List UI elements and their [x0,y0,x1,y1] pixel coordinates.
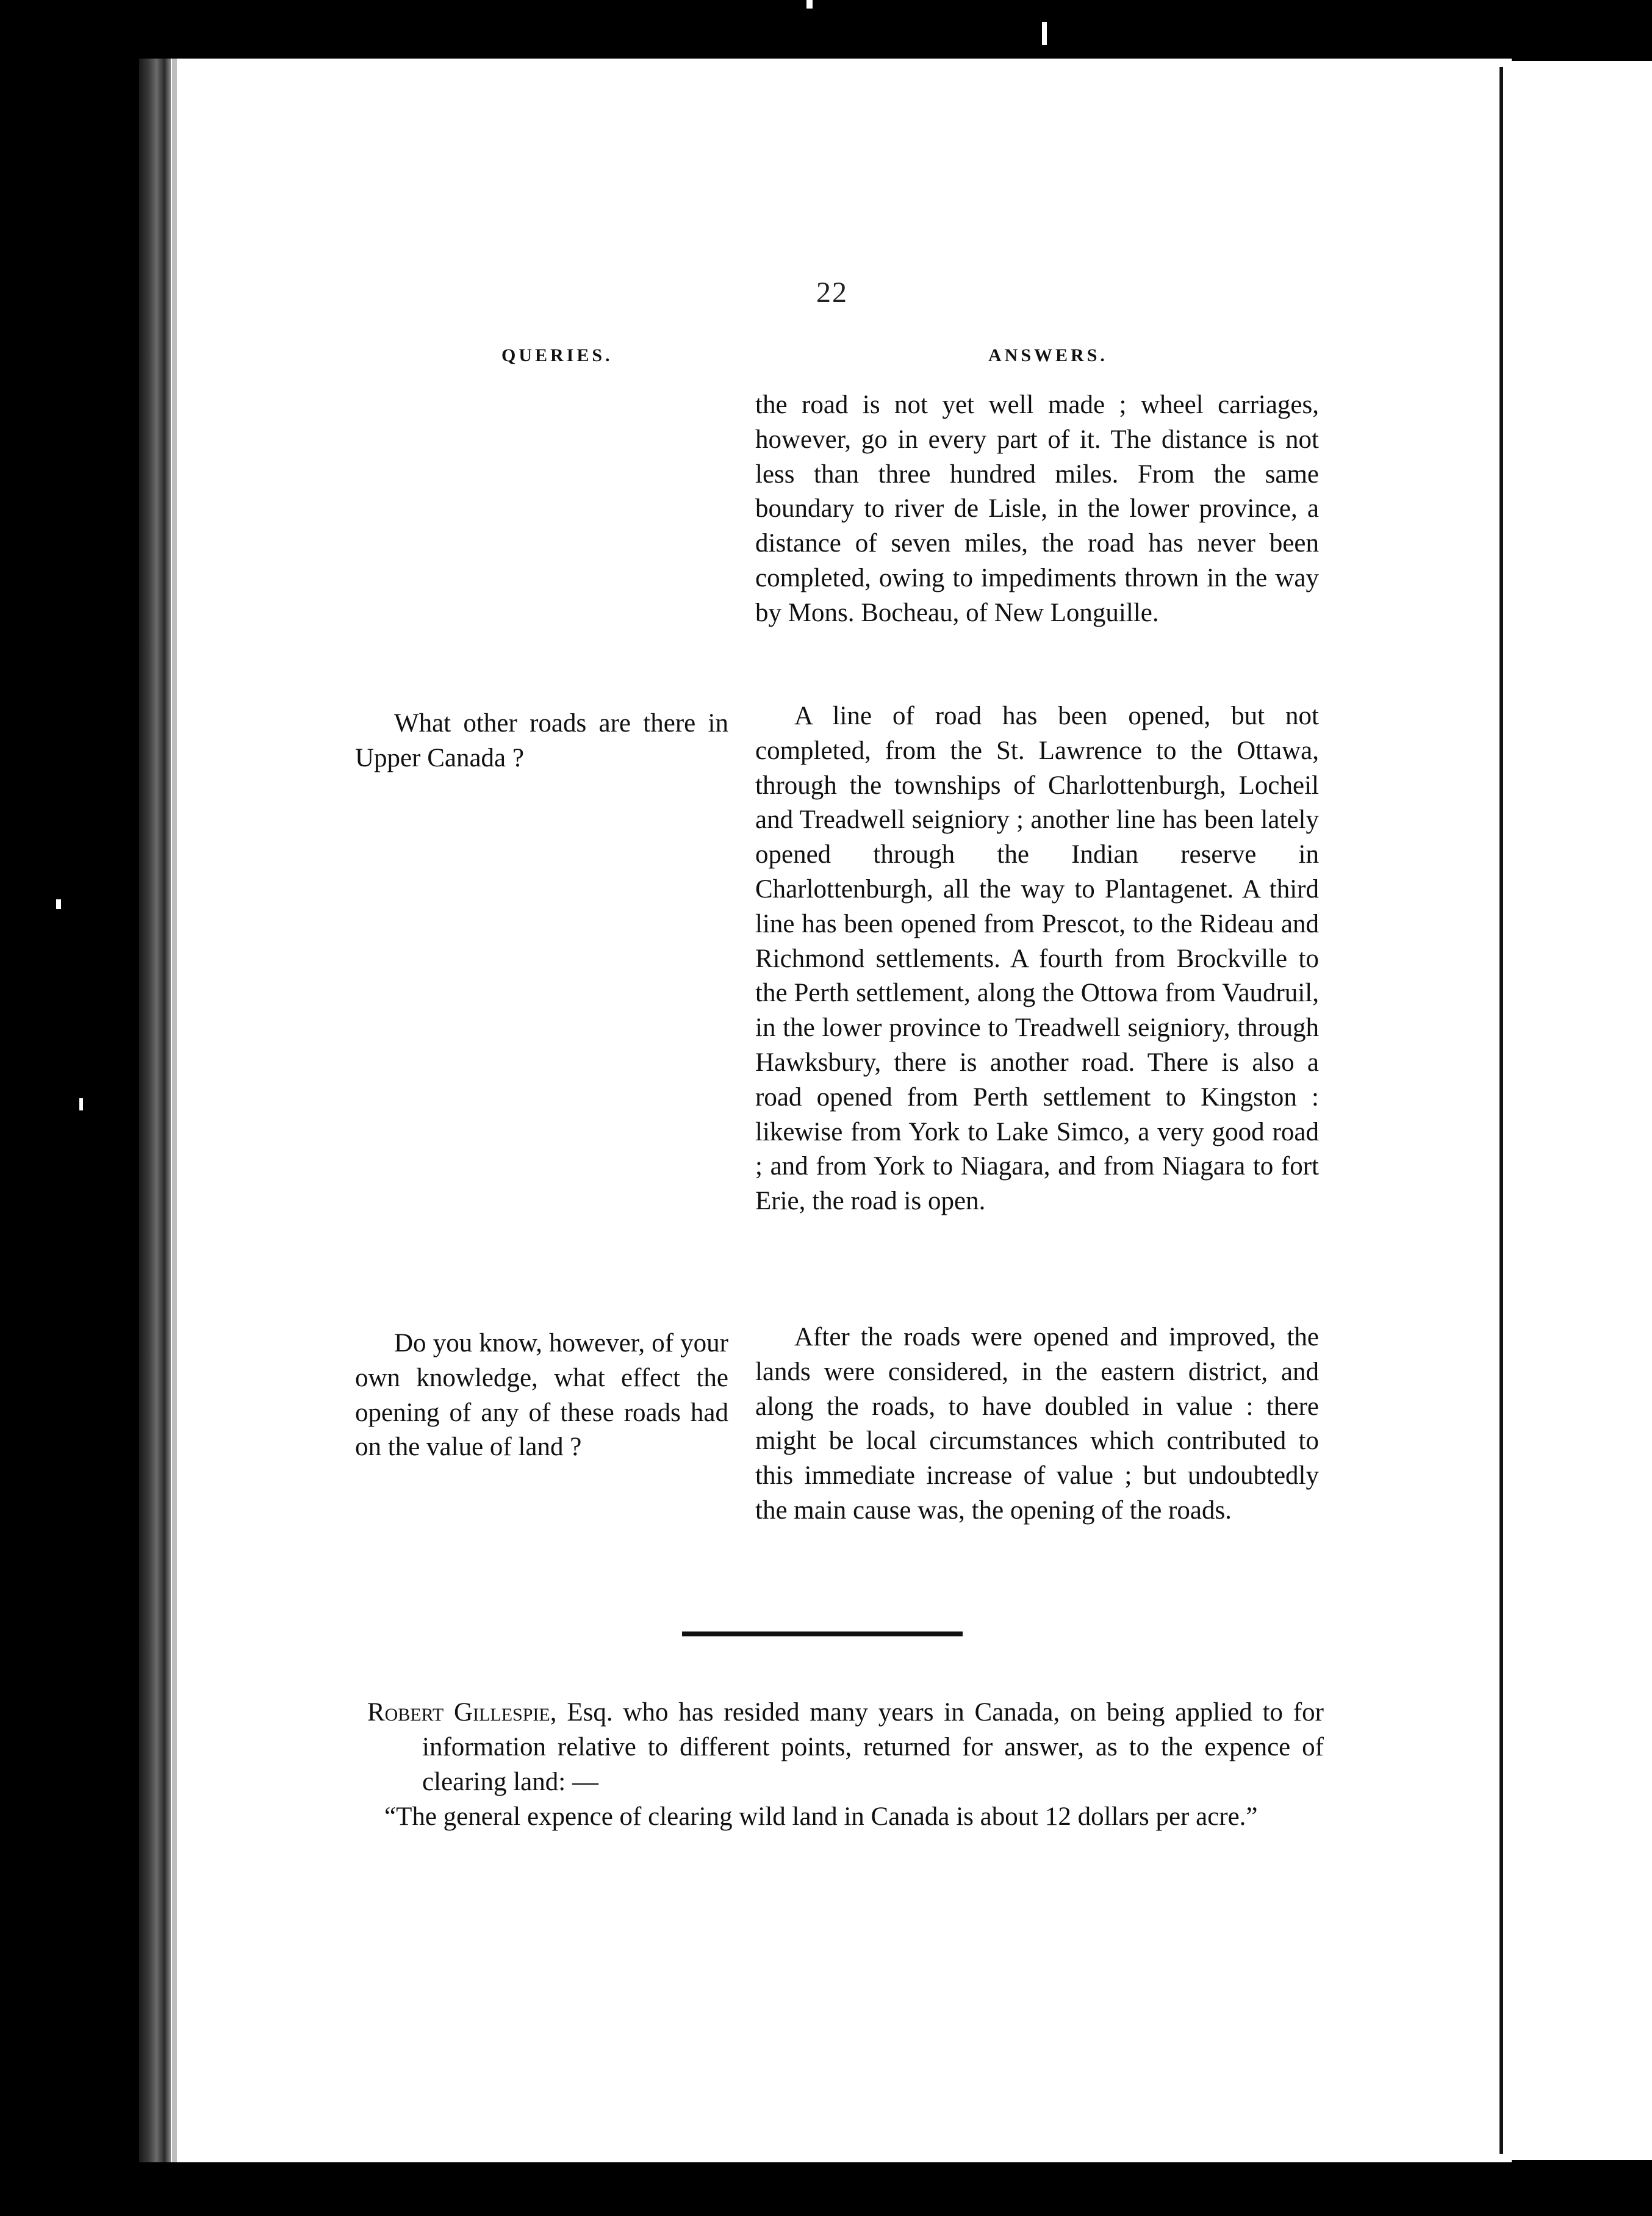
scan-speck [56,899,61,909]
note-intro-text: Esq. who has resided many years in Canada, on being applied to for information relative to different points, returned for answer, as to the expence of clearing land: — [422,1698,1324,1796]
section-divider-rule [682,1631,963,1636]
answer-other-roads: A line of road has been opened, but not completed, from the St. Lawrence to the Ottawa, through the townships of Charlottenburgh, Locheil and Treadwell seigniory ; another line has been lately opened through the Indian reserve in Charlottenburgh, all the way to Plantagenet. A third line has been opened from Prescot, to the Rideau and Richmond settlements. A fourth from Brockville to the Perth settlement, along the Ottowa from Vaudruil, in the lower province to Treadwell seigniory, through Hawksbury, there is another road. There is also a road opened from Perth settlement to Kingston : likewise from York to Lake Simco, a very good road ; and from York to Niagara, and from Niagara to fort Erie, the road is open. [755,702,1319,1216]
adjacent-page-edge [1503,61,1652,2160]
note-quote: “The general expence of clearing wild land in Canada is about 12 dollars per acre.” [384,1802,1258,1831]
scan-speck [1042,22,1047,45]
answer-continuation: the road is not yet well made ; wheel carriages, however, go in every part of it. The distance is not less than three hundred miles. From the same boundary to river de Lisle, in the lower province, a distance of seven miles, the road has never been completed, owing to impediments thrown in the way by Mons. Bocheau, of New Longuille. [755,390,1319,627]
gutter-line [1499,67,1503,2154]
page-binding [139,59,171,2162]
note-intro-paragraph [367,1695,1324,1799]
column-header-answers: ANSWERS. [988,345,1108,365]
query-other-roads: What other roads are there in Upper Canada ? [355,709,728,772]
column-header-queries: QUERIES. [501,345,613,365]
note-author-name: Robert Gillespie, [367,1698,557,1727]
query-value-of-land: Do you know, however, of your own knowledge, what effect the opening of any of these roads had on the value of land ? [355,1329,728,1462]
answer-value-of-land: After the roads were opened and improved, the lands were considered, in the eastern district, and along the roads, to have doubled in value : there might be local circumstances which contributed to this immediate increase of value ; but undoubtedly the main cause was, the opening of the roads. [755,1323,1319,1525]
scan-speck [806,0,813,9]
gillespie-note [367,1695,1324,1834]
scan-speck [79,1098,83,1110]
page-number: 22 [816,276,848,309]
page-binding-edge [172,59,177,2162]
